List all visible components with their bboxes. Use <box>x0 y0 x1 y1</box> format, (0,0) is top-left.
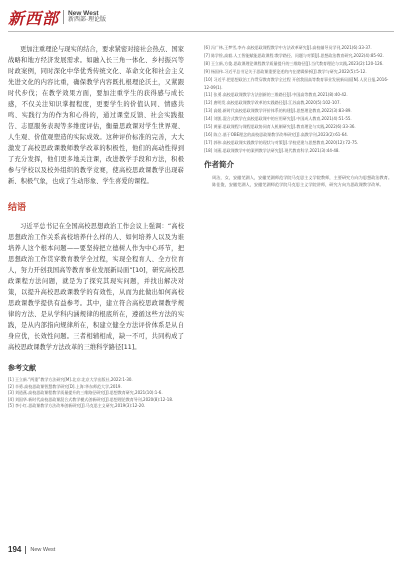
publication-name: New West <box>30 546 56 553</box>
author-heading: 作者简介 <box>204 159 234 169</box>
author-bio: 周洁，女，安徽芜湖人，安徽芜湖师范学院马克思主义学院教师，主要研究方向为思想政治教育。 <box>212 174 393 180</box>
logo-chinese: 新西部 <box>8 8 60 28</box>
reference-item: [10] 习近平.把思想政治工作贯穿教育教学全过程 开创我国高等教育事业发展新局面[N].人民日报,2016-12-09(1). <box>204 76 389 90</box>
reference-item: [13] 高媛.新时代高校思政课教学评价体系的构建[J].思想理论教育,2022(3):83-89. <box>204 108 352 114</box>
reference-item: [9] 杨国伟.习近平总书记关于思政课重要论述的内在逻辑探析[J].教学与研究,2022(5):5-12. <box>204 68 367 74</box>
page-number: 194 <box>8 545 22 554</box>
masthead <box>8 6 106 28</box>
reference-item: [5] 李小红.思政课教学方法改革创新研究[J].马克思主义研究,2019(3):12-20. <box>8 403 146 409</box>
reference-item: [16] 陈立.基于OBE理念的高校思政课教学改革研究[J].高教学刊,2023(2):61-64. <box>204 131 349 137</box>
header-rule <box>8 31 394 32</box>
reference-item: [1] 王立新.“两重”教学方法研究[M].北京:北京大学出版社,2022:1-30. <box>8 377 133 382</box>
reference-item: [3] 刘道燕.高校思政课程教学质量提升的三维路径研究[J].思想教育研究,2021(10):1-6. <box>8 390 163 396</box>
logo-english-line1: New West <box>68 10 99 17</box>
reference-item: [6] 冯广林,王梦雪,李卉.高校思政课程教学中方法改革研究[J].高校辅导员学刊,2021(6):33-37. <box>204 45 372 50</box>
right-column <box>204 44 394 189</box>
references-heading: 参考文献 <box>8 364 36 372</box>
footer-divider <box>25 546 26 554</box>
reference-item: [17] 郭伟.高校思政课实践教学的现状与对策[J].学校党建与思想教育,2020(12):72-75. <box>204 139 359 145</box>
reference-item: [4] 刘国华.新时代高校思政课混合式教学模式创新研究[J].思想理论教育导刊,2020(8):12-18. <box>8 396 174 402</box>
author-list <box>204 174 394 189</box>
reference-item: [2] 辛勇.高校思政课智慧教学研究[D].上海:华东师范大学,2019. <box>8 383 122 389</box>
reference-item: [15] 黄丽.思政课程与课程思政协同育人机制研究[J].教育理论与实践,2022(6):33-36. <box>204 124 356 130</box>
reference-item: [8] 王立新,方俊.思政课理论课程教学质量提升的三维路径[J].当代教育理论与实践,2023(2):120-126. <box>204 60 384 66</box>
author-bio: 陈佳俊，安徽芜湖人，安徽芜湖师范学院马克思主义学院讲师，研究方向为思政课教学改革。 <box>212 182 384 188</box>
reference-item: [12] 唐明发.高校思政课教学改革的实践路径[J].江苏高教,2020(5):102-107. <box>204 100 341 106</box>
logo-english <box>68 11 106 23</box>
reference-item: [14] 刘凯.混合式教学在高校思政课中的应用研究[J].中国成人教育,2021(4):51-55. <box>204 116 352 122</box>
reference-list-left <box>8 377 184 410</box>
conclusion-heading: 结语 <box>8 203 27 213</box>
reference-item: [18] 刘燕.思政课教学中的案例教学法研究[J].现代教育科学,2021(3):44-48. <box>204 147 340 153</box>
reference-item: [7] 陈学俭,高毅.人工智能赋能思政课程:教学路径、问题与对策[J].思想政治教育研究,2022(4):85-92. <box>204 52 384 58</box>
left-column <box>8 44 184 410</box>
reference-list-right <box>204 44 394 155</box>
logo-divider <box>63 10 64 24</box>
conclusion-paragraph: 习近平总书记在全国高校思想政治工作会议上强调：“高校思想政治工作关系高校培养什么样的人、如何培养人以及为谁培养人这个根本问题——要坚持把立德树人作为中心环节，把思想政治工作贯穿教育教学全过程，实现全程育人、全方位育人，努力开创我国高等教育事业发展新局面”[10]，研究高校思政课程方法问题，就是为了探究其现实问题，并找出解决对策，以提升高校思政课教学的有效性，从而为此做出如何高校思政课教学提供有益参考。其中，建立符合高校思政课教学规律的方法、是从学科内涵规律的根底所在，遵循这些方法的实践，是从内部指向规律所在，积建立健全方法评价体系是从自身应优，长效性问题。三者相辅相成，缺一不可，共同构成了高校思政课教学方法改革的三维科学路径[11]。 <box>8 223 184 351</box>
intro-paragraph: 更加注重理论与现实的结合，要求紧密对接社会热点、国家战略和地方经济发展需求。如融入长三角一体化、乡村振兴等时政案例，同时深化中华优秀传统文化、革命文化和社会主义先进文化的内容比重，确保教学内容既扎根理论沃土，又紧跟时代步伐；在教学效果方面，要加注重学生的获得感与成长感，不仅关注知识掌握程度，更要学生的价值认同、情感共鸣、实践行为的作为和心得的，通过课堂反馈、社会实践报告、志愿服务表现等多维度评估，衡量思政课对学生世界观、人生观、价值观塑造的实际成效。这种评价标准的完善，大大激发了高校思政课教师教学改革的积极性，他们的高动性得到了充分发挥，他们更多地关注课，改进教学手段和方法，积极参与学校以及校外组织的教学竞赛，使高校思政课教学出现崭新、积极气象，也成了生动形象、学生喜爱的课程。 <box>8 46 184 185</box>
logo-english-line2: 新西部·理论版 <box>68 17 107 23</box>
page-footer <box>8 545 55 554</box>
reference-item: [11] 张勇.高校思政课教学方法创新的三维路径[J].中国高等教育,2021(8):40-42. <box>204 92 348 98</box>
